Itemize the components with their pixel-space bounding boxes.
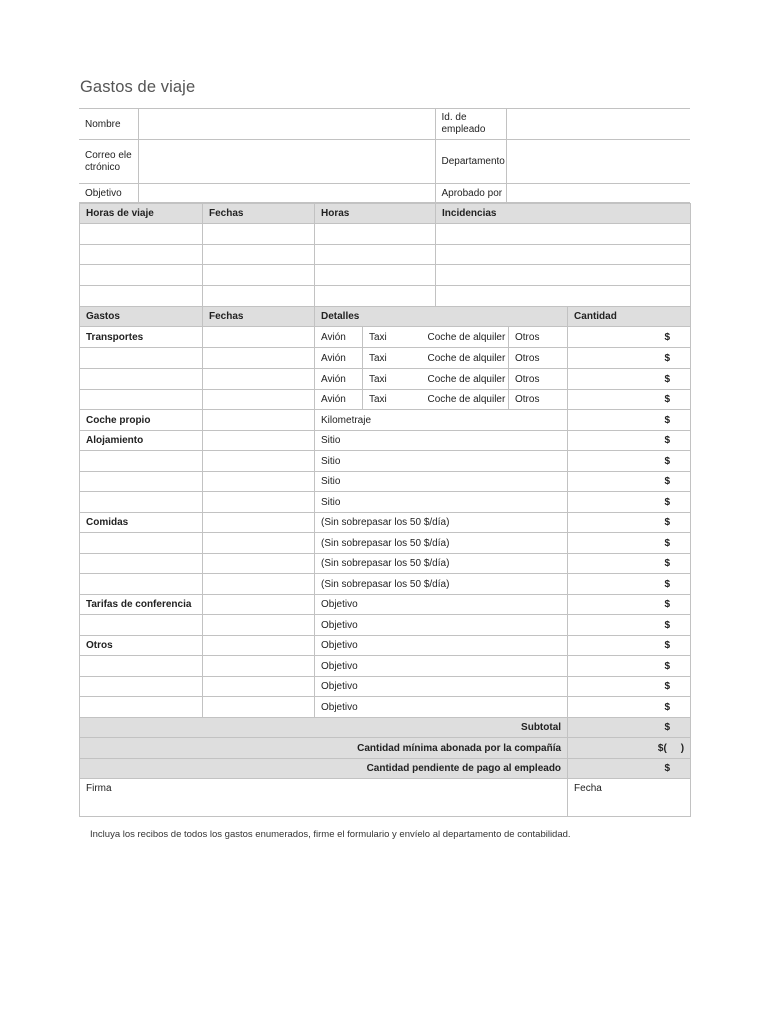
fecha-field[interactable] <box>568 779 691 817</box>
expense-row-alojamiento <box>80 431 691 451</box>
expense-row-comidas <box>80 533 691 554</box>
employee-info-table <box>79 108 690 203</box>
departamento-label: Departamento <box>435 140 506 184</box>
detail-objetivo[interactable]: Objetivo <box>315 636 568 656</box>
travel-cell[interactable] <box>315 265 436 286</box>
travel-row <box>80 224 691 245</box>
category-alojamiento: Alojamiento <box>80 431 203 451</box>
date-cell[interactable] <box>203 636 315 656</box>
detail-sitio[interactable]: Sitio <box>315 431 568 451</box>
detail-objetivo[interactable]: Objetivo <box>315 595 568 615</box>
expenses-header-row <box>80 307 691 327</box>
amount-cell[interactable]: $ <box>568 410 691 431</box>
date-cell[interactable] <box>203 327 315 348</box>
info-row-objetivo <box>79 184 690 203</box>
date-cell[interactable] <box>203 574 315 595</box>
option-otros[interactable]: Otros <box>509 369 568 390</box>
header-horas: Horas <box>315 204 436 224</box>
date-cell[interactable] <box>203 656 315 677</box>
expense-row-transportes <box>80 369 691 390</box>
category-cell <box>80 554 203 574</box>
option-avion[interactable]: Avión <box>315 348 363 369</box>
expense-row-alojamiento <box>80 451 691 472</box>
expense-row-otros <box>80 697 691 718</box>
travel-cell[interactable] <box>436 286 691 307</box>
detail-comida-limite[interactable]: (Sin sobrepasar los 50 $/día) <box>315 533 568 554</box>
aprobado-label: Aprobado por <box>435 184 506 203</box>
amount-cell[interactable]: $ <box>568 574 691 595</box>
option-taxi[interactable]: Taxi <box>363 327 422 348</box>
date-cell[interactable] <box>203 472 315 492</box>
travel-cell[interactable] <box>436 245 691 265</box>
expense-row-comidas <box>80 513 691 533</box>
advance-row <box>80 738 691 759</box>
header-detalles: Detalles <box>315 307 568 327</box>
departamento-field[interactable] <box>506 140 690 184</box>
info-row-correo <box>79 140 690 184</box>
option-otros[interactable]: Otros <box>509 327 568 348</box>
header-fechas: Fechas <box>203 307 315 327</box>
expense-row-alojamiento <box>80 492 691 513</box>
date-cell[interactable] <box>203 410 315 431</box>
aprobado-field[interactable] <box>506 184 690 203</box>
category-otros: Otros <box>80 636 203 656</box>
travel-cell[interactable] <box>203 224 315 245</box>
category-transportes: Transportes <box>80 327 203 348</box>
expenses-table <box>79 306 691 817</box>
amount-cell[interactable]: $ <box>568 431 691 451</box>
category-cell <box>80 472 203 492</box>
date-cell[interactable] <box>203 615 315 636</box>
category-cell <box>80 656 203 677</box>
option-avion[interactable]: Avión <box>315 369 363 390</box>
amount-cell[interactable]: $ <box>568 677 691 697</box>
advance-amount[interactable]: $( ) <box>568 738 691 759</box>
amount-cell[interactable]: $ <box>568 554 691 574</box>
expense-row-otros <box>80 656 691 677</box>
footer-note: Incluya los recibos de todos los gastos enumerados, firme el formulario y envíelo al departamento de contabilidad. <box>90 829 571 840</box>
date-cell[interactable] <box>203 595 315 615</box>
option-taxi[interactable]: Taxi <box>363 348 422 369</box>
category-cell <box>80 574 203 595</box>
header-fechas: Fechas <box>203 204 315 224</box>
amount-cell[interactable]: $ <box>568 615 691 636</box>
option-coche-alquiler[interactable]: Coche de alquiler <box>422 390 509 410</box>
amount-cell[interactable]: $ <box>568 451 691 472</box>
travel-cell[interactable] <box>80 245 203 265</box>
firma-label: Firma <box>86 783 112 794</box>
date-cell[interactable] <box>203 390 315 410</box>
date-cell[interactable] <box>203 431 315 451</box>
objetivo-field[interactable] <box>138 184 435 203</box>
objetivo-label: Objetivo <box>79 184 138 203</box>
expense-row-comidas <box>80 554 691 574</box>
id-label: Id. de empleado <box>435 109 506 140</box>
expense-row-tarifas <box>80 595 691 615</box>
detail-objetivo[interactable]: Objetivo <box>315 656 568 677</box>
date-cell[interactable] <box>203 451 315 472</box>
travel-cell[interactable] <box>80 224 203 245</box>
correo-label: Correo electrónico <box>79 140 138 184</box>
travel-row <box>80 265 691 286</box>
expense-row-transportes <box>80 348 691 369</box>
option-taxi[interactable]: Taxi <box>363 390 422 410</box>
amount-cell[interactable]: $ <box>568 348 691 369</box>
subtotal-amount[interactable]: $ <box>568 718 691 738</box>
option-avion[interactable]: Avión <box>315 390 363 410</box>
option-coche-alquiler[interactable]: Coche de alquiler <box>422 327 509 348</box>
detail-comida-limite[interactable]: (Sin sobrepasar los 50 $/día) <box>315 554 568 574</box>
pending-row <box>80 759 691 779</box>
header-incidencias: Incidencias <box>436 204 691 224</box>
firma-field[interactable] <box>80 779 568 817</box>
form-title: Gastos de viaje <box>80 78 196 96</box>
detail-objetivo[interactable]: Objetivo <box>315 615 568 636</box>
category-cell <box>80 697 203 718</box>
amount-cell[interactable]: $ <box>568 327 691 348</box>
expense-row-coche-propio <box>80 410 691 431</box>
expense-row-otros <box>80 636 691 656</box>
info-row-nombre <box>79 109 690 140</box>
travel-cell[interactable] <box>203 245 315 265</box>
expense-row-alojamiento <box>80 472 691 492</box>
header-cantidad: Cantidad <box>568 307 691 327</box>
category-tarifas-conferencia: Tarifas de conferencia <box>80 595 203 615</box>
header-horas-viaje: Horas de viaje <box>80 204 203 224</box>
amount-cell[interactable]: $ <box>568 636 691 656</box>
subtotal-label: Subtotal <box>80 718 568 738</box>
date-cell[interactable] <box>203 348 315 369</box>
travel-cell[interactable] <box>436 224 691 245</box>
travel-cell[interactable] <box>203 286 315 307</box>
date-cell[interactable] <box>203 513 315 533</box>
correo-field[interactable] <box>138 140 435 184</box>
travel-header-row <box>80 204 691 224</box>
pending-amount[interactable]: $ <box>568 759 691 779</box>
detail-comida-limite[interactable]: (Sin sobrepasar los 50 $/día) <box>315 513 568 533</box>
detail-sitio[interactable]: Sitio <box>315 492 568 513</box>
travel-row <box>80 245 691 265</box>
expense-row-comidas <box>80 574 691 595</box>
pending-label: Cantidad pendiente de pago al empleado <box>80 759 568 779</box>
travel-hours-table <box>79 203 691 307</box>
option-otros[interactable]: Otros <box>509 348 568 369</box>
option-avion[interactable]: Avión <box>315 327 363 348</box>
expense-row-transportes <box>80 390 691 410</box>
amount-cell[interactable]: $ <box>568 533 691 554</box>
option-taxi[interactable]: Taxi <box>363 369 422 390</box>
nombre-label: Nombre <box>79 109 138 140</box>
travel-cell[interactable] <box>315 245 436 265</box>
category-cell <box>80 533 203 554</box>
advance-label: Cantidad mínima abonada por la compañía <box>80 738 568 759</box>
detail-objetivo[interactable]: Objetivo <box>315 697 568 718</box>
category-comidas: Comidas <box>80 513 203 533</box>
expense-row-otros <box>80 677 691 697</box>
detail-sitio[interactable]: Sitio <box>315 472 568 492</box>
expense-row-transportes <box>80 327 691 348</box>
id-field[interactable] <box>506 109 690 140</box>
amount-cell[interactable]: $ <box>568 369 691 390</box>
date-cell[interactable] <box>203 697 315 718</box>
travel-cell[interactable] <box>436 265 691 286</box>
category-cell <box>80 677 203 697</box>
travel-cell[interactable] <box>203 265 315 286</box>
date-cell[interactable] <box>203 677 315 697</box>
detail-kilometraje[interactable]: Kilometraje <box>315 410 568 431</box>
amount-cell[interactable]: $ <box>568 390 691 410</box>
amount-cell[interactable]: $ <box>568 595 691 615</box>
signature-row <box>80 779 691 817</box>
date-cell[interactable] <box>203 533 315 554</box>
travel-cell[interactable] <box>315 286 436 307</box>
travel-cell[interactable] <box>315 224 436 245</box>
travel-cell[interactable] <box>80 265 203 286</box>
category-cell <box>80 369 203 390</box>
date-cell[interactable] <box>203 369 315 390</box>
nombre-field[interactable] <box>138 109 435 140</box>
travel-cell[interactable] <box>80 286 203 307</box>
category-cell <box>80 451 203 472</box>
date-cell[interactable] <box>203 492 315 513</box>
detail-comida-limite[interactable]: (Sin sobrepasar los 50 $/día) <box>315 574 568 595</box>
amount-cell[interactable]: $ <box>568 513 691 533</box>
date-cell[interactable] <box>203 554 315 574</box>
amount-cell[interactable]: $ <box>568 492 691 513</box>
amount-cell[interactable]: $ <box>568 697 691 718</box>
expense-row-tarifas <box>80 615 691 636</box>
subtotal-row <box>80 718 691 738</box>
category-cell <box>80 615 203 636</box>
travel-row <box>80 286 691 307</box>
option-coche-alquiler[interactable]: Coche de alquiler <box>422 348 509 369</box>
header-gastos: Gastos <box>80 307 203 327</box>
category-cell <box>80 492 203 513</box>
option-coche-alquiler[interactable]: Coche de alquiler <box>422 369 509 390</box>
option-otros[interactable]: Otros <box>509 390 568 410</box>
detail-sitio[interactable]: Sitio <box>315 451 568 472</box>
amount-cell[interactable]: $ <box>568 656 691 677</box>
fecha-label: Fecha <box>574 783 602 794</box>
detail-objetivo[interactable]: Objetivo <box>315 677 568 697</box>
amount-cell[interactable]: $ <box>568 472 691 492</box>
category-cell <box>80 390 203 410</box>
category-cell <box>80 348 203 369</box>
category-coche-propio: Coche propio <box>80 410 203 431</box>
